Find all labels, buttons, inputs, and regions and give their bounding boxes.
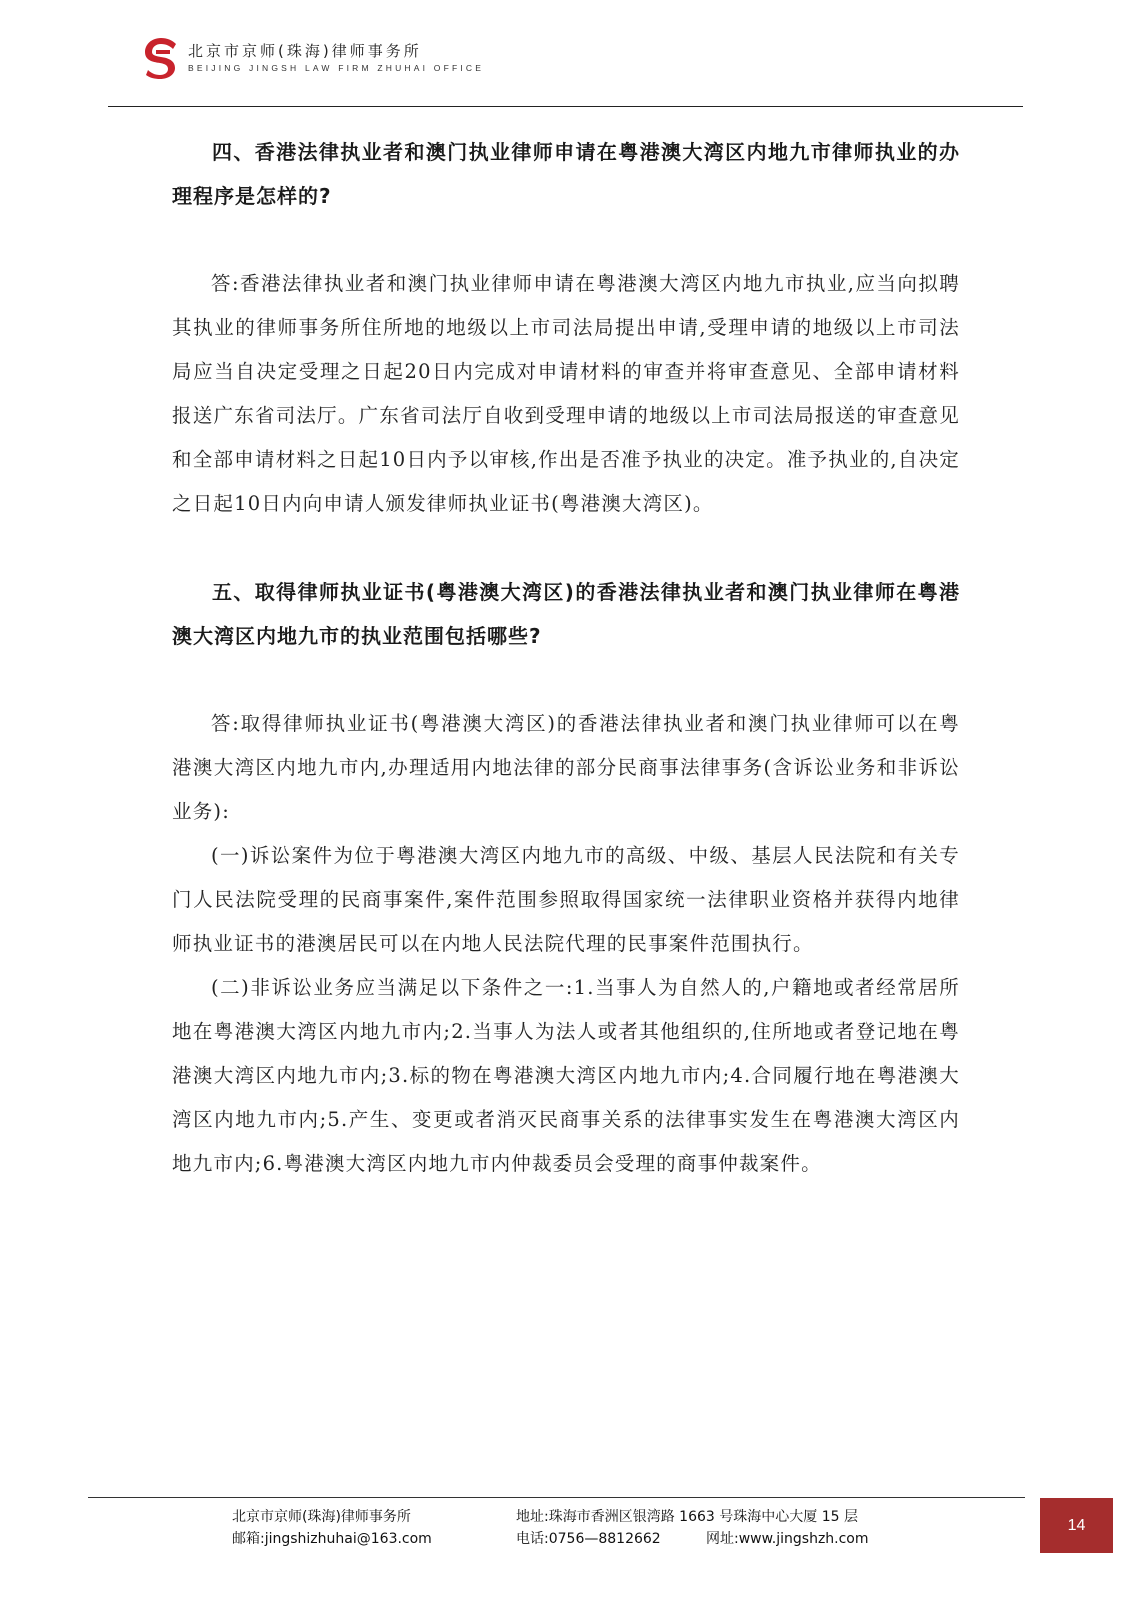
firm-name-cn: 北京市京师(珠海)律师事务所 [188,42,422,60]
footer-address: 地址:珠海市香洲区银湾路 1663 号珠海中心大厦 15 层 [516,1509,858,1525]
jingshi-logo-icon [142,36,180,80]
footer-email: 邮箱:jingshizhuhai@163.com [232,1531,432,1547]
page-footer [232,1506,932,1550]
section-4-question: 四、香港法律执业者和澳门执业律师申请在粤港澳大湾区内地九市律师执业的办理程序是怎样的? [172,140,960,208]
spacer [172,526,960,570]
firm-logo-text [188,42,484,74]
section-5-answer-intro: 答:取得律师执业证书(粤港澳大湾区)的香港法律执业者和澳门执业律师可以在粤港澳大湾区内地九市内,办理适用内地法律的部分民商事法律事务(含诉讼业务和非诉讼业务): [172,712,960,823]
footer-firm-name: 北京市京师(珠海)律师事务所 [232,1509,411,1525]
footer-divider [88,1497,1025,1498]
section-5-question: 五、取得律师执业证书(粤港澳大湾区)的香港法律执业者和澳门执业律师在粤港澳大湾区内地九市的执业范围包括哪些? [172,580,960,648]
document-body [172,130,960,1186]
section-5-litigation-clause: (一)诉讼案件为位于粤港澳大湾区内地九市的高级、中级、基层人民法院和有关专门人民法院受理的民商事案件,案件范围参照取得国家统一法律职业资格并获得内地律师执业证书的港澳居民可以在内地人民法院代理的民事案件范围执行。 [172,844,960,955]
section-5-non-litigation-clause: (二)非诉讼业务应当满足以下条件之一:1.当事人为自然人的,户籍地或者经常居所地在粤港澳大湾区内地九市内;2.当事人为法人或者其他组织的,住所地或者登记地在粤港澳大湾区内地九市内;3.标的物在粤港澳大湾区内地九市内;4.合同履行地在粤港澳大湾区内地九市内;5.产生、变更或者消灭民商事关系的法律事实发生在粤港澳大湾区内地九市内;6.粤港澳大湾区内地九市内仲裁委员会受理的商事仲裁案件。 [172,976,960,1175]
header-divider [108,106,1023,107]
page-header [142,36,484,80]
spacer [172,658,960,702]
spacer [172,218,960,262]
footer-phone: 电话:0756—8812662 [516,1531,661,1547]
section-4-answer: 答:香港法律执业者和澳门执业律师申请在粤港澳大湾区内地九市执业,应当向拟聘其执业的律师事务所住所地的地级以上市司法局提出申请,受理申请的地级以上市司法局应当自决定受理之日起20日内完成对申请材料的审查并将审查意见、全部申请材料报送广东省司法厅。广东省司法厅自收到受理申请的地级以上市司法局报送的审查意见和全部申请材料之日起10日内予以审核,作出是否准予执业的决定。准予执业的,自决定之日起10日内向申请人颁发律师执业证书(粤港澳大湾区)。 [172,272,960,515]
footer-website: 网址:www.jingshzh.com [706,1531,869,1547]
firm-name-en: BEIJING JINGSH LAW FIRM ZHUHAI OFFICE [188,63,485,73]
page-number: 14 [1040,1498,1113,1553]
